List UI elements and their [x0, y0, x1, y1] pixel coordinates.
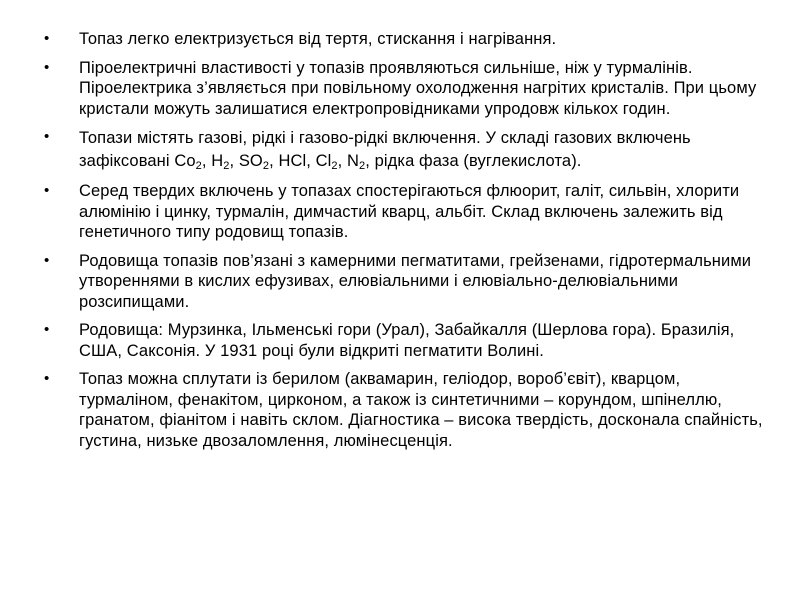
subscript: 2 [223, 160, 230, 172]
bullet-dot-icon: • [44, 182, 50, 199]
bullet-list [44, 29, 764, 459]
text-part: , Н [201, 152, 224, 170]
subscript: 2 [195, 160, 202, 172]
subscript: 2 [331, 160, 338, 172]
subscript: 2 [359, 160, 366, 172]
text-part: , рідка фаза (вуглекислота). [365, 152, 582, 170]
bullet-item-solid-inclusions [44, 181, 764, 243]
bullet-dot-icon: • [44, 30, 50, 47]
bullet-item-diagnostics [44, 369, 764, 451]
subscript: 2 [262, 160, 270, 172]
bullet-text: Серед твердих включень у топазах спостерігаються флюорит, галіт, сильвін, хлорити алюмінію і цинку, турмалін, димчастий кварц, альбіт. Склад включень залежить від генетичного типу родовищ топазів. [79, 182, 740, 241]
bullet-dot-icon: • [44, 128, 50, 145]
bullet-dot-icon: • [44, 321, 50, 338]
bullet-item-deposits-origin [44, 251, 764, 313]
text-part: , N [337, 152, 360, 170]
bullet-item-pyroelectric [44, 58, 764, 120]
text-part: , SО [229, 152, 263, 170]
bullet-dot-icon: • [44, 370, 50, 387]
bullet-item-gas-inclusions [44, 127, 764, 173]
bullet-dot-icon: • [44, 58, 50, 76]
bullet-dot-icon: • [44, 251, 50, 269]
bullet-item-deposits-locations [44, 320, 764, 361]
text-part: Топази містять газові, рідкі і газово-рідкі включення. У складі газових включень зафіксовані Со [79, 129, 691, 170]
bullet-text: Родовища: Мурзинка, Ільменські гори (Урал), Забайкалля (Шерлова гора). Бразилія, США, Саксонія. У 1931 році були відкриті пегматити Волині. [79, 321, 735, 360]
bullet-text: Родовища топазів пов’язані з камерними пегматитами, грейзенами, гідротермальними утвореннями в кислих ефузивах, елювіальними і елювіально-делювіальними розсипищами. [79, 251, 752, 311]
bullet-text: Топаз легко електризується від тертя, стискання і нагрівання. [79, 30, 557, 48]
bullet-text: Топаз можна сплутати із берилом (аквамарин, геліодор, вороб’євіт), кварцом, турмаліном, фенакітом, цирконом, а також із синтетичними – корундом, шпінеллю, гранатом, фіанітом і навіть склом. Діагностика – висока твердість, досконала спайність, густина, низьке двозаломлення, люмінесценція. [79, 370, 763, 450]
bullet-item-electrification [44, 29, 764, 50]
bullet-text: Піроелектричні властивості у топазів проявляються сильніше, ніж у турмалінів. Піроелектрика з’являється при повільному охолодження нагрітих кристалів. При цьому кристали можуть залишатися електропровідниками упродовж кількох годин. [79, 58, 757, 118]
text-part: , НСl, Сl [269, 152, 332, 170]
bullet-text [79, 127, 764, 173]
